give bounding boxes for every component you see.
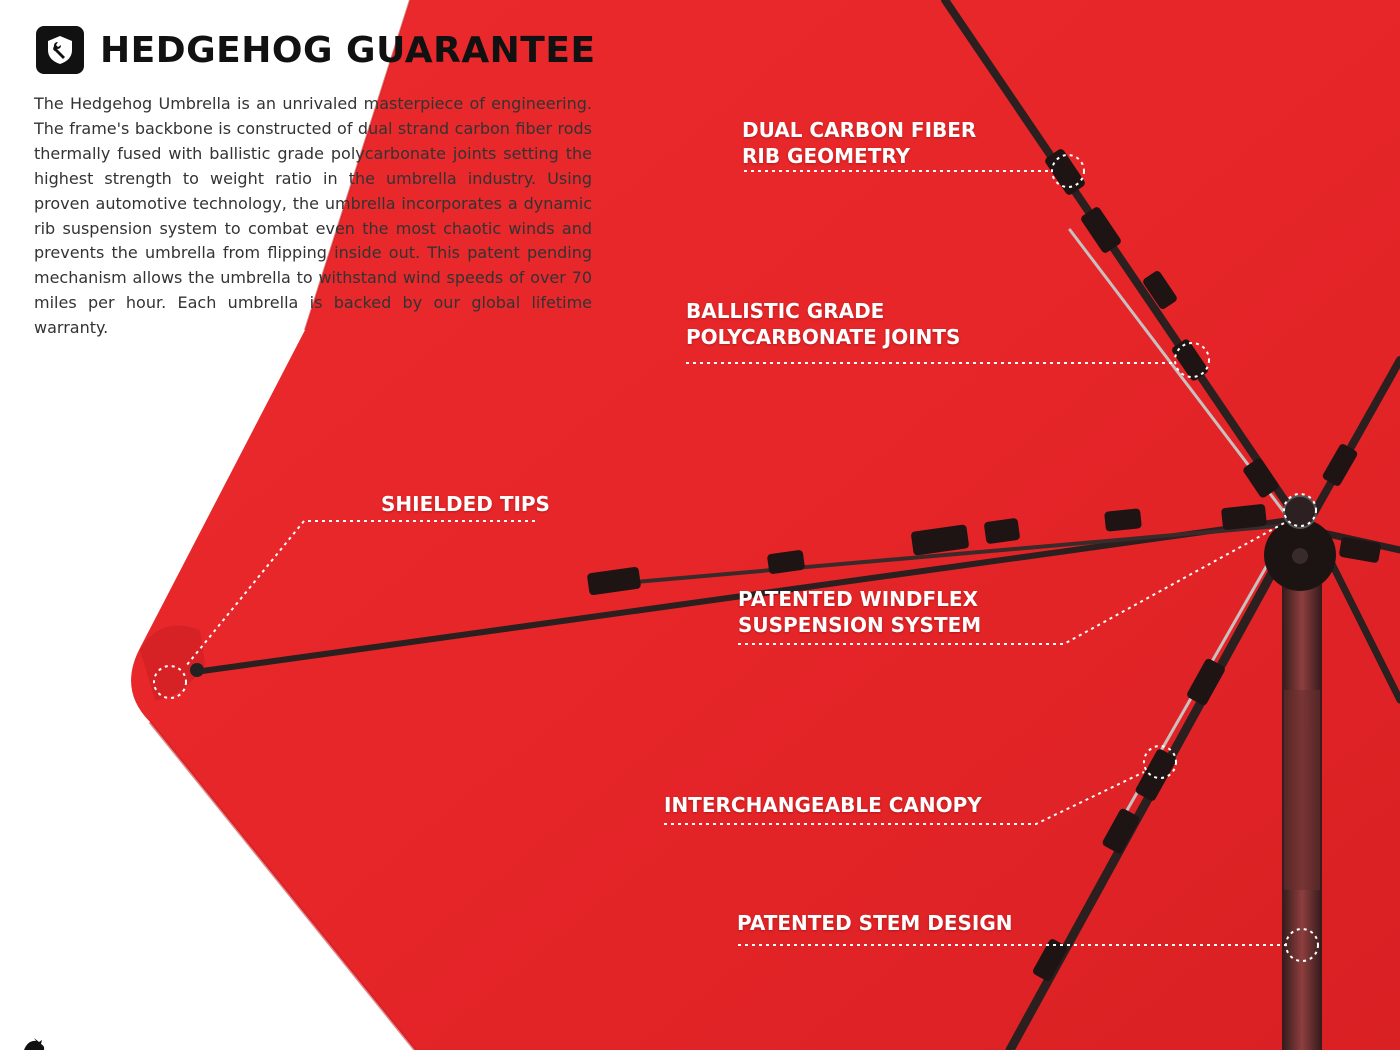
tip-cap: [190, 663, 204, 677]
callout-stem-design: [737, 911, 1013, 937]
callout-rib-line1: DUAL CARBON FIBER: [742, 118, 977, 142]
callout-joints-line1: BALLISTIC GRADE: [686, 299, 885, 323]
joint: [1104, 508, 1142, 532]
callout-windflex-line1: PATENTED WINDFLEX: [738, 587, 978, 611]
product-description: The Hedgehog Umbrella is an unrivaled masterpiece of engineering. The frame's backbone is constructed of dual strand carbon fiber rods thermally fused with ballistic grade polycarbonate joints setting the highest strength to weight ratio in the umbrella industry. Using proven automotive technology, the umbrella incorporates a dynamic rib suspension system to combat even the most chaotic winds and prevents the umbrella from flipping inside out. This patent pending mechanism allows the umbrella to withstand wind speeds of over 70 miles per hour. Each umbrella is backed by our global lifetime warranty.: [34, 94, 592, 338]
hub-cap: [1284, 496, 1316, 528]
callout-canopy-line1: INTERCHANGEABLE CANOPY: [664, 793, 982, 817]
shield-wrench-icon: [36, 26, 84, 74]
callout-rib-line2: RIB GEOMETRY: [742, 143, 911, 168]
callout-interchangeable-canopy: [664, 793, 982, 819]
page-title: HEDGEHOG GUARANTEE: [100, 29, 596, 71]
callout-stem-line1: PATENTED STEM DESIGN: [737, 911, 1013, 935]
shield-glyph: [43, 33, 77, 67]
callout-windflex-suspension: [738, 587, 981, 638]
callout-polycarbonate-joints: [686, 299, 960, 350]
callout-rib-geometry: [742, 118, 976, 169]
joint: [1221, 504, 1267, 530]
callout-tips-line1: SHIELDED TIPS: [381, 492, 550, 516]
stem-sleeve: [1284, 690, 1320, 890]
callout-shielded-tips: [381, 492, 550, 518]
hub-bolt: [1292, 548, 1308, 564]
hedgehog-mark-icon: [22, 1038, 46, 1050]
callout-joints-line2: POLYCARBONATE JOINTS: [686, 324, 961, 349]
joint: [984, 518, 1021, 545]
callout-windflex-line2: SUSPENSION SYSTEM: [738, 612, 982, 637]
page-header: [36, 26, 596, 74]
